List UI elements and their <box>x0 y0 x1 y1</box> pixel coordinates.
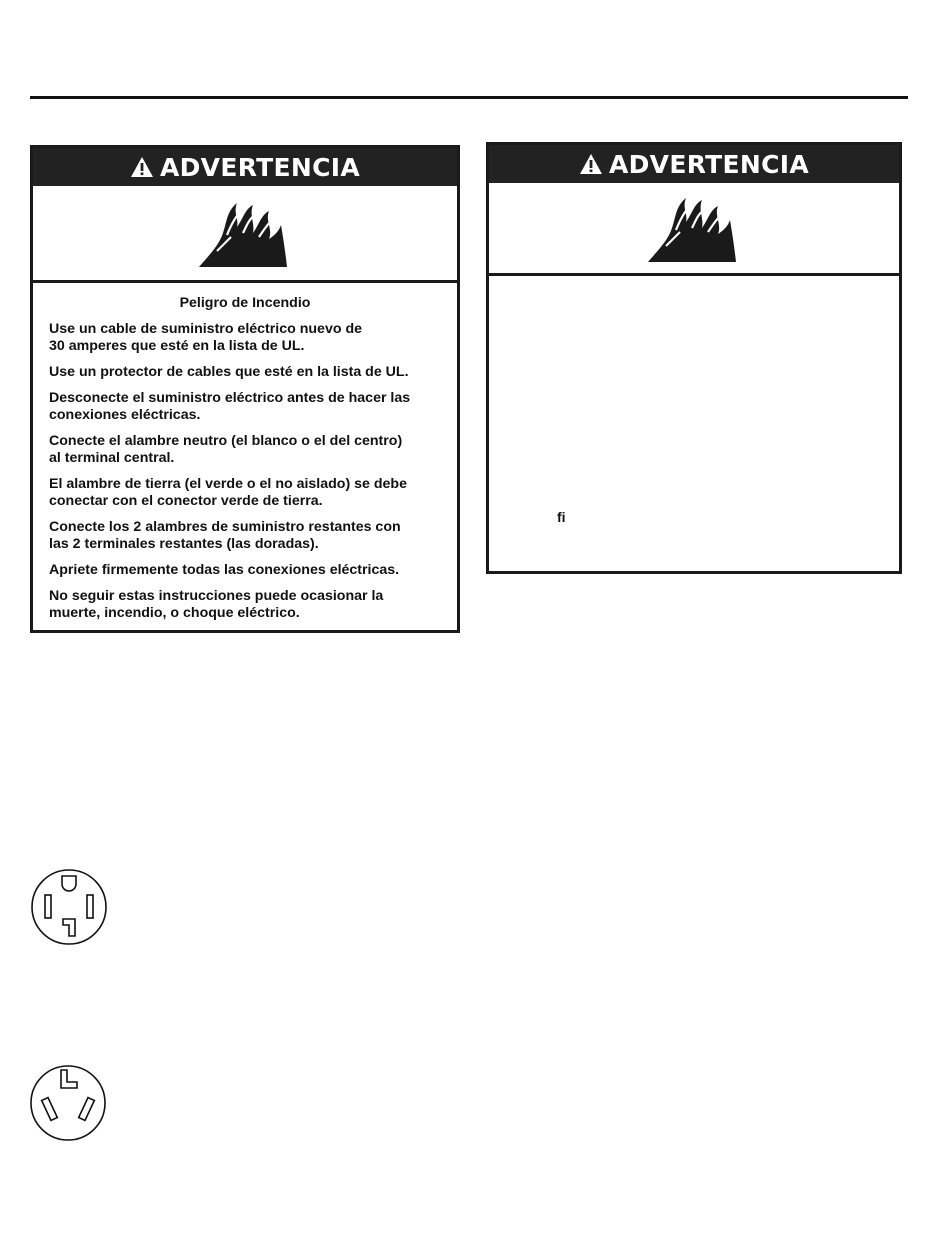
warning-line: No seguir estas instrucciones puede ocasionar la <box>49 588 384 604</box>
warning-line: El alambre de tierra (el verde o el no aislado) se debe <box>49 476 407 492</box>
warning-body <box>489 276 899 566</box>
fire-warning-box-secondary <box>486 142 902 574</box>
fire-hazard-icon <box>197 197 293 269</box>
warning-item <box>49 321 441 355</box>
warning-triangle-icon <box>579 153 603 175</box>
warning-item <box>49 364 441 381</box>
text-fragment: fi <box>557 509 566 525</box>
warning-subtitle: Peligro de Incendio <box>179 295 311 311</box>
warning-line: Use un cable de suministro eléctrico nuevo de <box>49 321 363 337</box>
warning-body <box>33 283 457 622</box>
warning-line: al terminal central. <box>49 450 175 466</box>
four-prong-outlet-icon <box>30 868 108 946</box>
warning-line: conectar con el conector verde de tierra. <box>49 493 323 509</box>
warning-header <box>33 148 457 186</box>
warning-triangle-icon <box>130 156 154 178</box>
icon-band <box>33 186 457 283</box>
warning-header <box>489 145 899 183</box>
warning-item <box>49 476 441 510</box>
warning-line: las 2 terminales restantes (las doradas). <box>49 536 319 552</box>
warning-line: Conecte el alambre neutro (el blanco o el del centro) <box>49 433 403 449</box>
warning-item <box>49 433 441 467</box>
icon-band <box>489 183 899 276</box>
warning-line: muerte, incendio, o choque eléctrico. <box>49 605 300 621</box>
top-rule <box>30 96 908 99</box>
fire-hazard-icon <box>646 192 742 264</box>
signal-word: ADVERTENCIA <box>159 152 360 182</box>
warning-item <box>49 519 441 553</box>
warning-item <box>49 562 441 579</box>
fire-warning-box <box>30 145 460 633</box>
warning-line: Conecte los 2 alambres de suministro restantes con <box>49 519 401 535</box>
three-prong-outlet-icon <box>29 1064 107 1142</box>
warning-item <box>49 390 441 424</box>
warning-line: Use un protector de cables que esté en la lista de UL. <box>49 364 409 380</box>
warning-line: conexiones eléctricas. <box>49 407 201 423</box>
warning-line: 30 amperes que esté en la lista de UL. <box>49 338 305 354</box>
warning-item <box>49 588 441 622</box>
signal-word: ADVERTENCIA <box>608 149 809 179</box>
warning-line: Desconecte el suministro eléctrico antes de hacer las <box>49 390 411 406</box>
warning-line: Apriete firmemente todas las conexiones eléctricas. <box>49 562 400 578</box>
